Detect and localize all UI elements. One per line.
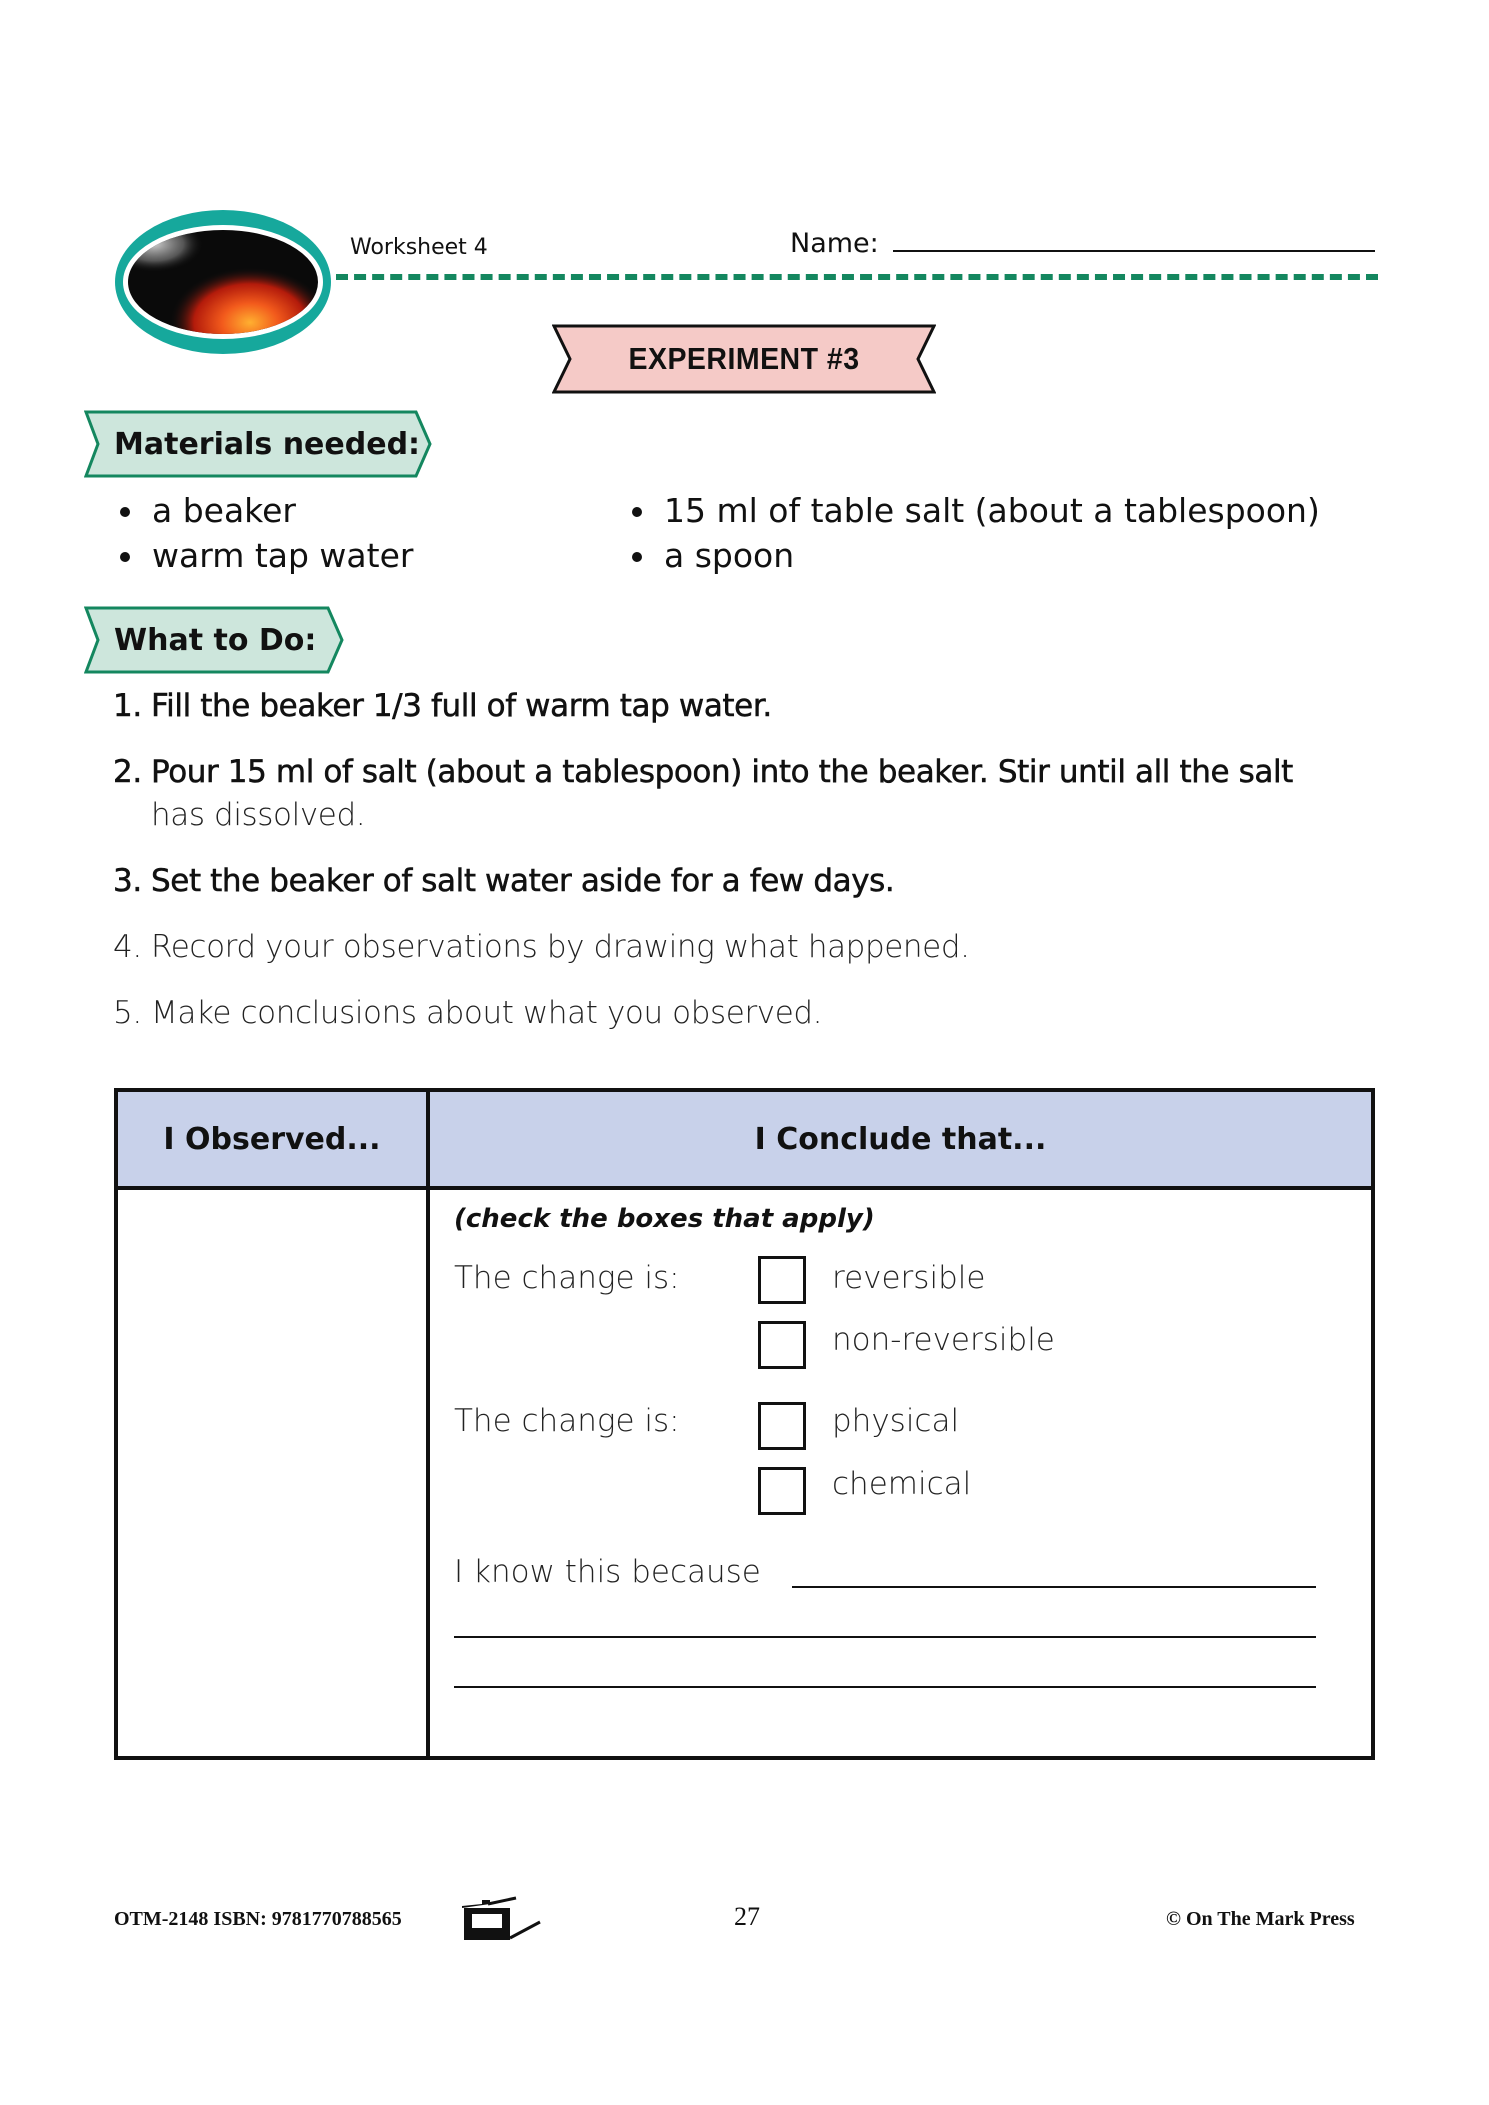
material-item: 15 ml of table salt (about a tablespoon)	[628, 488, 1320, 533]
name-input-line[interactable]	[893, 250, 1375, 252]
material-item: a spoon	[628, 533, 1320, 578]
publisher-copyright: © On The Mark Press	[1166, 1908, 1355, 1930]
option-physical: physical	[832, 1403, 960, 1439]
checkbox-reversible[interactable]	[758, 1256, 806, 1304]
checkbox-physical[interactable]	[758, 1402, 806, 1450]
page-number: 27	[734, 1902, 760, 1931]
because-answer-line-1[interactable]	[792, 1586, 1316, 1588]
step-2: 2. Pour 15 ml of salt (about a tablespoon) into the beaker. Stir until all the salt	[113, 754, 1293, 790]
because-answer-line-3[interactable]	[454, 1686, 1316, 1688]
materials-heading: Materials needed:	[114, 426, 421, 462]
material-item: a beaker	[116, 488, 413, 533]
what-to-do-heading: What to Do:	[114, 622, 317, 658]
experiment-title: EXPERIMENT #3	[628, 341, 860, 376]
check-boxes-hint: (check the boxes that apply)	[454, 1204, 875, 1234]
column-header-conclude: I Conclude that...	[754, 1121, 1047, 1157]
observation-table	[114, 1088, 1375, 1760]
checkbox-chemical[interactable]	[758, 1467, 806, 1515]
step-3: 3. Set the beaker of salt water aside for a few days.	[113, 863, 895, 899]
worksheet-label: Worksheet 4	[350, 235, 488, 260]
checkbox-non-reversible[interactable]	[758, 1321, 806, 1369]
fire-smoke-oval-icon	[112, 206, 334, 358]
observed-drawing-area[interactable]	[118, 1190, 426, 1756]
column-divider	[426, 1092, 430, 1756]
dashed-divider	[336, 274, 1378, 280]
step-2-continuation: has dissolved.	[151, 797, 366, 833]
column-header-observed: I Observed...	[163, 1121, 381, 1157]
change-question-1: The change is:	[454, 1260, 680, 1296]
because-label: I know this because	[454, 1554, 761, 1590]
photocopier-icon	[460, 1896, 548, 1942]
name-label: Name:	[790, 228, 879, 259]
option-reversible: reversible	[832, 1260, 986, 1296]
because-answer-line-2[interactable]	[454, 1636, 1316, 1638]
product-code-isbn: OTM-2148 ISBN: 9781770788565	[114, 1908, 402, 1930]
materials-list-right	[628, 488, 1320, 578]
option-non-reversible: non-reversible	[832, 1322, 1055, 1358]
step-1: 1. Fill the beaker 1/3 full of warm tap water.	[113, 688, 772, 724]
material-item: warm tap water	[116, 533, 413, 578]
change-question-2: The change is:	[454, 1403, 680, 1439]
step-4: 4. Record your observations by drawing what happened.	[113, 929, 970, 965]
materials-list-left	[116, 488, 413, 578]
step-5: 5. Make conclusions about what you observed.	[113, 995, 823, 1031]
option-chemical: chemical	[832, 1466, 972, 1502]
